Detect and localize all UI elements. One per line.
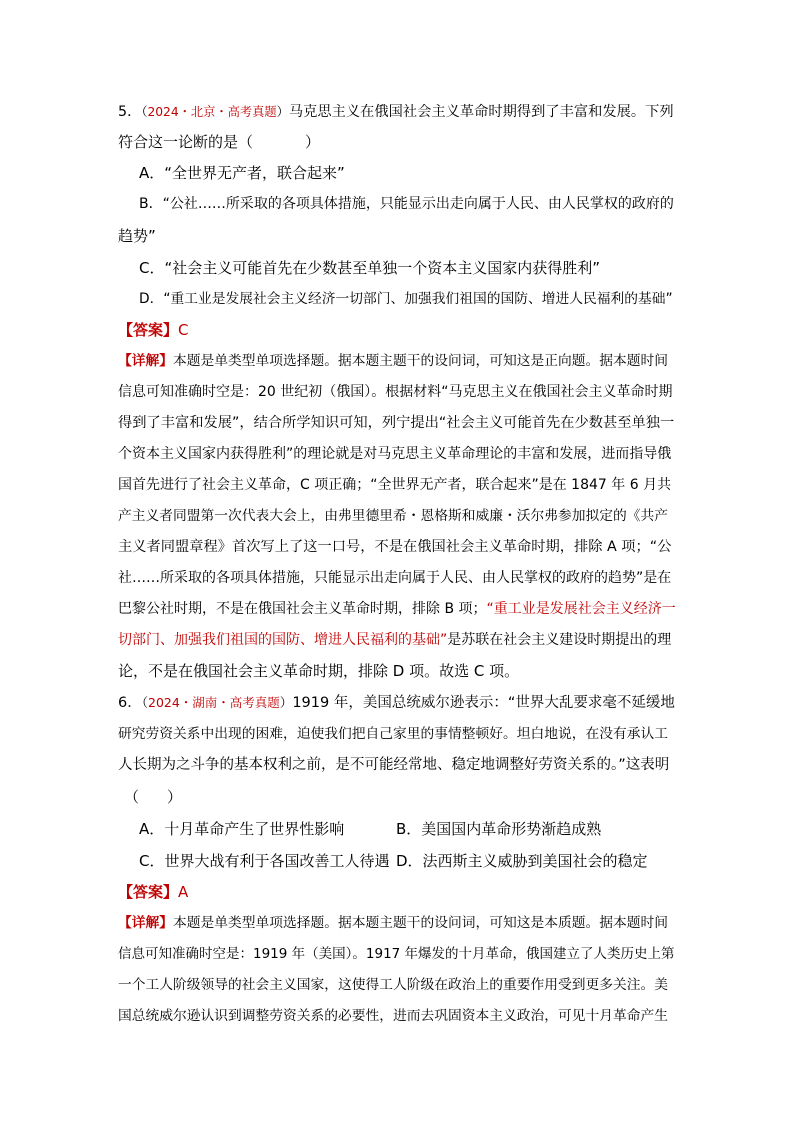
detail-label: 【详解】 (118, 353, 174, 369)
q5-detail-line-10 (118, 630, 671, 650)
answer-value: C (178, 321, 189, 339)
q6-stem-4-after: ） (167, 788, 183, 806)
q5-detail-text-10b: 是苏联在社会主义建设时期提出的理 (447, 632, 672, 648)
q5-source-open: （ (141, 105, 148, 119)
q5-detail-line-11: 论，不是在俄国社会主义革命时期，排除 D 项。故选 C 项。 (118, 662, 520, 680)
q6-option-b: B．美国国内革命形势渐趋成熟 (396, 820, 602, 838)
q5-option-b-line-1: B．“公社……所采取的各项具体措施，只能显示出走向属于人民、由人民掌权的政府的 (139, 196, 674, 212)
q5-detail-text-10a: 切部门、加强我们祖国的国防、增进人民福利的基础” (118, 632, 448, 648)
q5-detail-line-7: 主义者同盟章程》首次写上了这一口号，不是在俄国社会主义革命时期，排除 A 项；“公 (118, 539, 672, 555)
q6-detail-line-3: 一个工人阶级领导的社会主义国家，这使得工人阶级在政治上的重要作用受到更多关注。美 (118, 977, 669, 993)
q6-stem-4-before: （ (124, 788, 140, 806)
q5-option-d: D．“重工业是发展社会主义经济一切部门、加强我们祖国的国防、增进人民福利的基础” (139, 291, 673, 307)
q5-detail-text-1: 本题是单类型单项选择题。据本题主题干的设问词，可知这是正向题。据本题时间 (173, 353, 669, 369)
q6-source: 2024・湖南・高考真题 (148, 695, 280, 710)
q5-detail-text-9a: 巴黎公社时期，不是在俄国社会主义革命时期，排除 B 项； (118, 601, 487, 617)
q5-stem-line-1 (118, 102, 674, 122)
detail-label: 【详解】 (118, 915, 174, 931)
q6-stem-line-3: 人长期为之斗争的基本权利之前，是不可能经常地、稳定地调整好劳资关系的。”这表明 (118, 757, 670, 773)
q6-detail-text-1: 本题是单类型单项选择题。据本题主题干的设问词，可知这是本质题。据本题时间 (173, 915, 669, 931)
q6-detail-line-2: 信息可知准确时空是：1919 年（美国）。1917 年爆发的十月革命，俄国建立了人类历史上第 (118, 946, 675, 962)
q5-answer (118, 320, 189, 340)
q5-option-a: A．“全世界无产者，联合起来” (139, 164, 345, 182)
q5-stem-2-before: 符合这一论断的是（ (118, 133, 254, 151)
q6-stem-line-4 (124, 787, 182, 807)
q5-detail-line-1 (118, 351, 668, 371)
q5-number: 5． (118, 104, 142, 120)
answer-value: A (178, 883, 189, 901)
q6-option-a: A．十月革命产生了世界性影响 (139, 820, 345, 838)
q5-detail-line-8: 社……所采取的各项具体措施，只能显示出走向属于人民、由人民掌权的政府的趋势”是在 (118, 570, 672, 586)
q6-source-close: ） (279, 695, 293, 710)
q6-detail-line-1 (118, 913, 668, 933)
q5-detail-text-9b: “重工业是发展社会主义经济一 (486, 601, 676, 617)
q5-stem-1: 马克思主义在俄国社会主义革命时期得到了丰富和发展。下列 (288, 104, 674, 120)
q5-detail-line-2: 信息可知准确时空是：20 世纪初（俄国）。根据材料“马克思主义在俄国社会主义革命时期 (118, 384, 673, 400)
q6-detail-line-4: 国总统威尔逊认识到调整劳资关系的必要性，进而去巩固资本主义政治，可见十月革命产生 (118, 1008, 669, 1024)
q5-source: 2024・北京・高考真题 (147, 105, 277, 119)
answer-label: 【答案】 (118, 883, 179, 901)
q5-detail-line-9 (118, 599, 676, 619)
q5-detail-line-4: 个资本主义国家内获得胜利”的理论就是对马克思主义革命理论的丰富和发展，进而指导俄 (118, 446, 672, 462)
q5-stem-line-2 (118, 132, 320, 152)
q5-option-b-line-2: 趋势” (118, 227, 156, 245)
answer-label: 【答案】 (118, 321, 179, 339)
q6-option-c: C．世界大战有利于各国改善工人待遇 (139, 852, 390, 870)
q5-detail-line-6: 产主义者同盟第一次代表大会上，由弗里德里希・恩格斯和威廉・沃尔弗参加拟定的《共产 (118, 508, 669, 524)
q6-answer (118, 882, 188, 902)
q6-option-d: D．法西斯主义威胁到美国社会的稳定 (396, 852, 648, 870)
q6-stem-line-1 (118, 693, 675, 713)
q5-detail-line-3: 得到了丰富和发展”，结合所学知识可知，列宁提出“社会主义可能首先在少数甚至单独一 (118, 415, 675, 431)
q5-option-c: C．“社会主义可能首先在少数甚至单独一个资本主义国家内获得胜利” (139, 259, 601, 277)
q5-stem-2-after: ） (305, 133, 321, 151)
q6-number: 6． (118, 695, 142, 711)
q5-source-close: ） (276, 105, 289, 119)
q6-stem-1: 1919 年，美国总统威尔逊表示：“世界大乱要求毫不延缓地 (292, 695, 675, 711)
q6-source-open: （ (141, 695, 148, 710)
q6-stem-line-2: 研究劳资关系中出现的困难，迫使我们把自己家里的事情整顿好。坦白地说，在没有承认工 (118, 726, 669, 742)
q5-detail-line-5: 国首先进行了社会主义革命，C 项正确；“全世界无产者，联合起来”是在 1847 年 6 月共 (118, 477, 672, 493)
